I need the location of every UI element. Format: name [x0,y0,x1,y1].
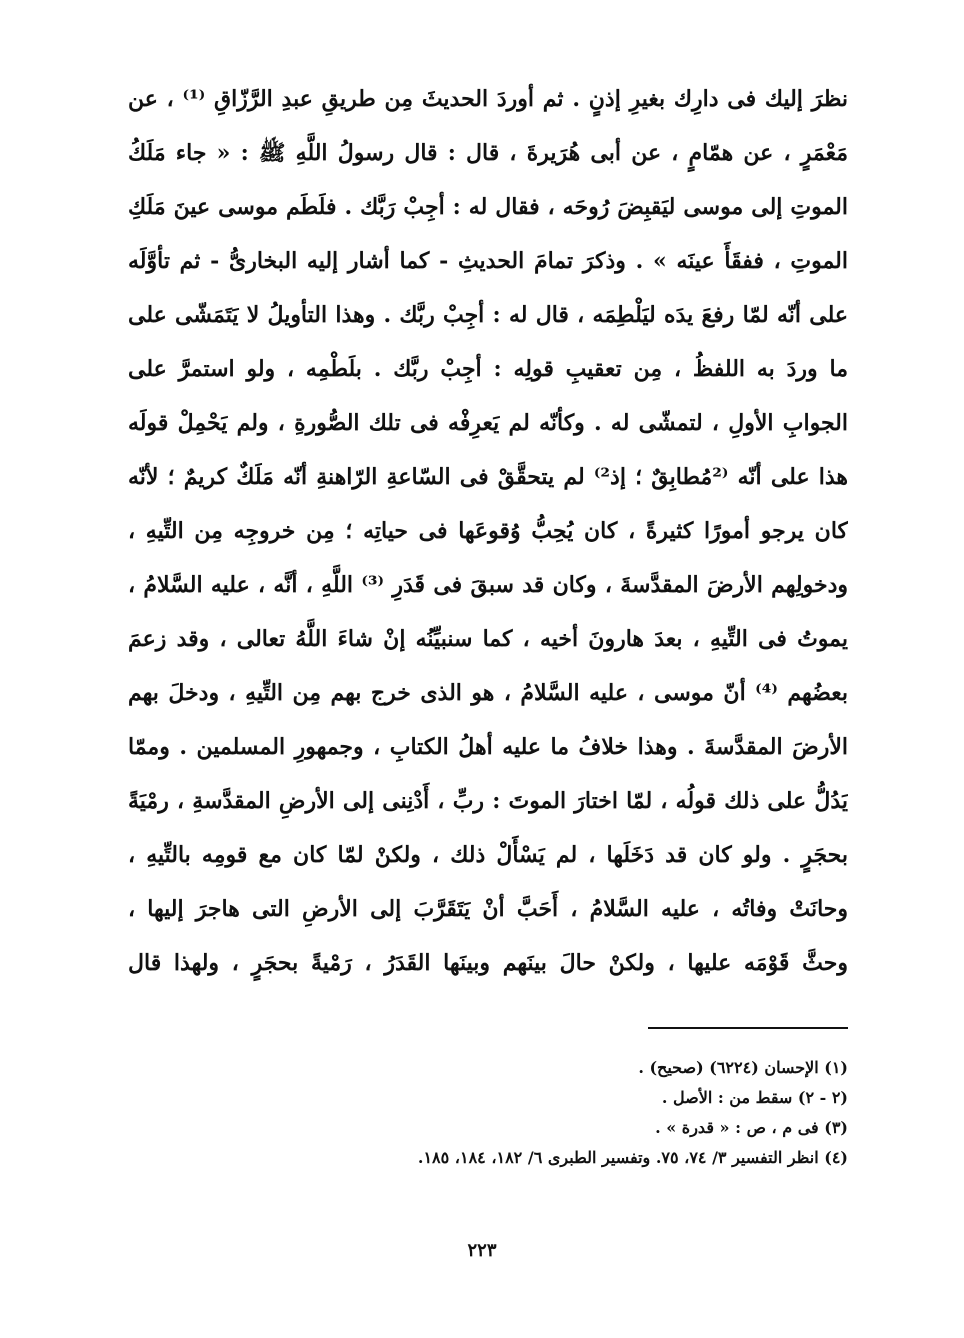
text-line: يموتُ فى التِّيهِ ، بعدَ هارونَ أخيه ، كما سنبيِّنُه إنْ شاءَ اللَّهُ تعالى ، وقد زعمَ [128,626,848,652]
text-line: ودخولِهم الأرضَ المقدَّسةَ ، وكان قد سبقَ فى قَدَرِ ⁽³⁾ اللَّهِ ، أنَّه ، عليه السَّلامُ ، [128,572,848,598]
text-line: بحجَرٍ . ولو كان قد دَخَلَها ، لم يَسْأَلْ ذلك ، ولكنْ لمّا كان مع قومِه بالتِّيهِ ، [128,842,848,868]
footnotes [300,1053,848,1173]
page-number: ٢٢٣ [467,1240,497,1261]
text-line: بعضُهم ⁽⁴⁾ أنّ موسى ، عليه السَّلامُ ، هو الذى خرج بهم مِن التِّيهِ ، ودخلَ بهم [128,680,848,706]
text-line: هذا على أنّه ⁽²مُطابِقٌ ؛ إذ²⁾ لم يتحقَّقْ فى السّاعةِ الرّاهنةِ أنّه مَلَكٌ كريمٌ ؛ لأنّه [128,464,848,490]
footnote-separator [648,1027,848,1029]
footnote: (١) الإحسان (٦٢٢٤) (صحيح) . [638,1058,848,1077]
text-line: نظرَ إليك فى دارِك بغيرِ إذنٍ . ثم أوردَ الحديثَ مِن طريقِ عبدِ الرَّزّاقِ ⁽¹⁾ ، عن [128,86,848,112]
footnote: (٣) فى م ، ص : « قدرة » . [655,1118,848,1137]
text-line: على أنّه لمّا رفعَ يدَه ليَلْطِمَه ، قال له : أجِبْ ربَّك . وهذا التأويلُ لا يَتَمَشّى على [128,302,848,328]
text-line: ما وردَ به اللفظُ ، مِن تعقيبِ قولِه : أجِبْ ربَّك . بلَطْمِه ، ولو استمرَّ على [128,356,848,382]
text-line: الموتِ إلى موسى ليَقبِضَ رُوحَه ، فقال له : أجِبْ رَبَّك . فلَطَم موسى عينَ مَلَكِ [128,194,848,220]
footnote: (٤) انظر التفسير ٣/ ٧٤، ٧٥. وتفسير الطبرى ٦/ ١٨٢، ١٨٤، ١٨٥. [417,1148,848,1167]
text-line: الأرضَ المقدَّسةَ . وهذا خلافُ ما عليه أهلُ الكتابِ ، وجمهورِ المسلمين . وممّا [128,734,848,760]
text-line: مَعْمَرٍ ، عن همّامٍ ، عن أبى هُرَيرةَ ، قال : قال رسولُ اللَّهِ ﷺ : « جاء مَلَكُ [128,140,848,166]
footnote: (٢ - ٢) سقط من : الأصل . [661,1088,848,1107]
text-line: الجوابِ الأولِ ، لتمشّى له . وكأنّه لم يَعرِفْه فى تلك الصُّورةِ ، ولم يَحْمِلْ قولَه [128,410,848,436]
text-line: كان يرجو أمورًا كثيرةً ، كان يُحِبُّ وُقوعَها فى حياتِه ؛ مِن خروجِه مِن التِّيهِ ، [128,518,848,544]
text-line: الموتِ ، ففقَأَ عينَه » . وذكرَ تمامَ الحديثِ - كما أشار إليه البخارىُّ - ثم تأوَّلَه [128,248,848,274]
main-text [128,72,848,990]
text-line: وحثَّ قَوْمَه عليها ، ولكنْ حالَ بينَهم وبينَها القَدَرُ ، رَمْيةً بحجَرٍ ، ولهذا قال [128,950,848,976]
text-line: يَدُلُّ على ذلك قولُه ، لمّا اختارَ الموتَ : ربِّ ، أَدْنِنى إلى الأرضِ المقدَّسةِ ، رمْيَةً [128,788,848,814]
text-line: وحانَتْ وفاتُه ، عليه السَّلامُ ، أَحَبَّ أنْ يَتَقَرَّبَ إلى الأرضِ التى هاجرَ إليها ، [128,896,848,922]
